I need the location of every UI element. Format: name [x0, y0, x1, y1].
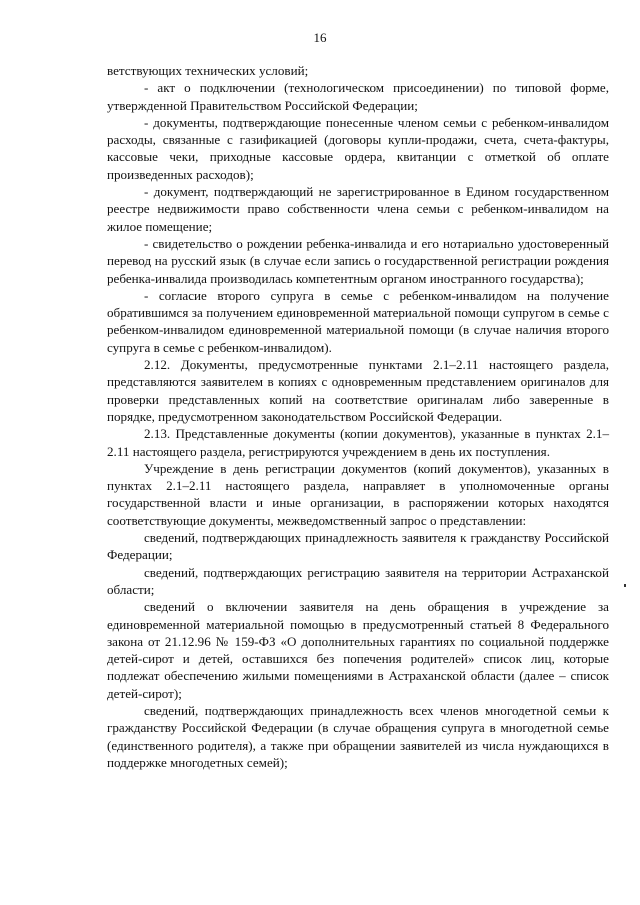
paragraph-registration-info: сведений, подтверждающих регистрацию заявителя на территории Астраханской области; [107, 564, 609, 597]
paragraph-section-2-13: 2.13. Представленные документы (копии документов), указанные в пунктах 2.1–2.11 настоящего раздела, регистрируются учреждением в день их поступления. [107, 426, 609, 459]
paragraph-connection-act: - акт о подключении (технологическом присоединении) по типовой форме, утвержденной Правительством Российской Федерации; [107, 80, 609, 113]
page-number: 16 [313, 30, 327, 45]
paragraph-section-2-12: 2.12. Документы, предусмотренные пунктами 2.1–2.11 настоящего раздела, представляются заявителем в копиях с одновременным представлением оригиналов для проверки представленных копий на соответствие оригиналам либо заверенные в порядке, предусмотренном законодательством Российской Федерации. [107, 357, 609, 424]
paragraph-continuation: ветствующих технических условий; [107, 63, 309, 78]
paragraph-citizenship-info: сведений, подтверждающих принадлежность заявителя к гражданству Российской Федерации; [107, 530, 609, 563]
paragraph-large-family-info: сведений, подтверждающих принадлежность всех членов многодетной семьи к гражданству Российской Федерации (в случае обращения супруга в многодетной семье (единственного родителя), а также при обращении заявителей из числа нуждающихся в поддержке многодетных семей); [107, 702, 609, 770]
document-body [107, 62, 609, 771]
scan-mark [624, 584, 626, 587]
paragraph-orphans-list-info: сведений о включении заявителя на день обращения в учреждение за единовременной материальной помощью в предусмотренный статьей 8 Федерального закона от 21.12.96 № 159-ФЗ «О дополнительных гарантиях по социальной поддержке детей-сирот и детей, оставшихся без попечения родителей» список лиц, которые подлежат обеспечению жилыми помещениями в Астраханской области (далее – список детей-сирот); [107, 599, 609, 701]
paragraph-property-document: - документ, подтверждающий не зарегистрированное в Едином государственном реестре недвижимости право собственности члена семьи с ребенком-инвалидом на жилое помещение; [107, 184, 609, 234]
paragraph-interagency-request: Учреждение в день регистрации документов (копий документов), указанных в пунктах 2.1–2.11 настоящего раздела, направляет в уполномоченные органы государственной власти и иные организации, в распоряжении которых находятся соответствующие документы, межведомственный запрос о представлении: [107, 460, 609, 528]
paragraph-spouse-consent: - согласие второго супруга в семье с ребенком-инвалидом на получение обратившимся за получением единовременной материальной помощи супругом в семье с ребенком-инвалидом единовременной материальной помощи (в случае наличия второго супруга в семье с ребенком-инвалидом). [107, 287, 609, 355]
paragraph-gasification-expenses: - документы, подтверждающие понесенные членом семьи с ребенком-инвалидом расходы, связанные с газификацией (договоры купли-продажи, счета, счета-фактуры, кассовые чеки, приходные кассовые ордера, квитанции с отметкой об оплате произведенных расходов); [107, 114, 609, 182]
paragraph-birth-certificate: - свидетельство о рождении ребенка-инвалида и его нотариально удостоверенный перевод на русский язык (в случае если запись о государственной регистрации рождения ребенка-инвалида производилась компетентным органом иностранного государства); [107, 235, 609, 286]
